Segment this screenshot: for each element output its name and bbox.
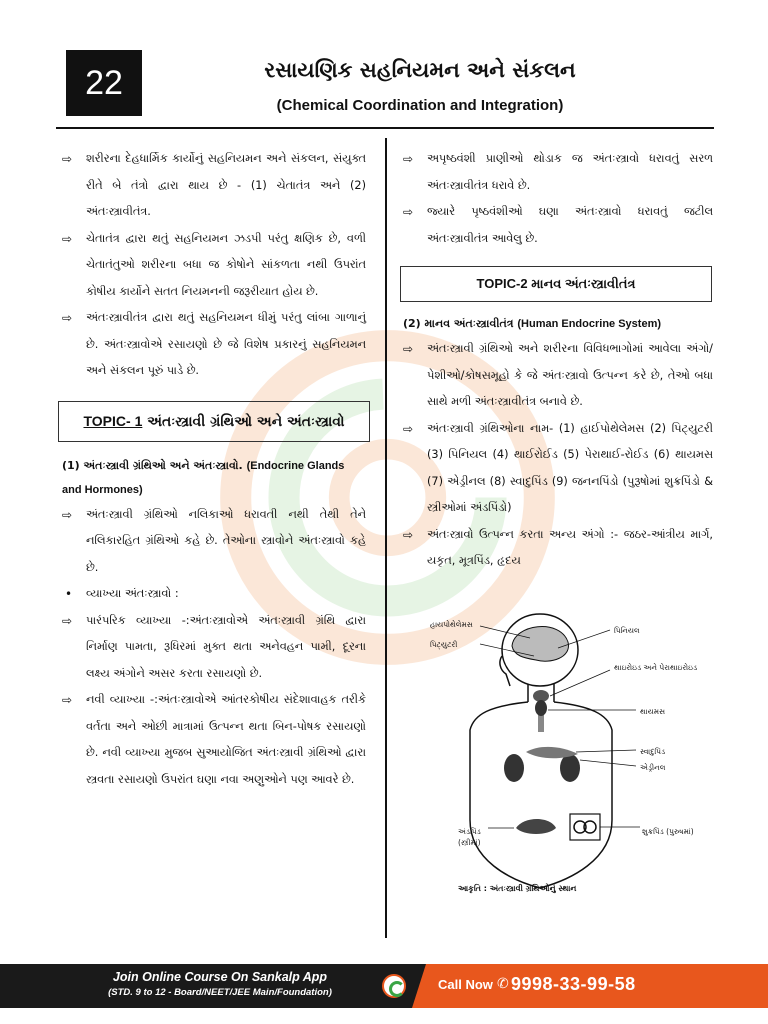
right-column bbox=[403, 146, 713, 575]
list-item bbox=[403, 416, 713, 522]
label-thymus: થાયમસ bbox=[640, 707, 666, 716]
list-item bbox=[403, 199, 713, 252]
dot-bullet-icon: • bbox=[65, 587, 73, 601]
topic2-heading: TOPIC-2 માનવ અંતઃસ્ત્રાવીતંત્ર bbox=[400, 266, 712, 302]
label-pineal: પિનિયલ bbox=[614, 626, 640, 635]
footer-promo-line2: (STD. 9 to 12 - Board/NEET/JEE Main/Foundation) bbox=[108, 987, 332, 998]
list-item bbox=[62, 226, 366, 306]
label-thyroid: થાઇરોઇડ અને પેરાથાઇરોઇડ bbox=[614, 663, 698, 672]
bullet-text: અંતઃસ્ત્રાવીતંત્ર દ્વારા થતું સહનિયમન ધીમું પરંતુ લાંબા ગાળાનું છે. અંતઃસ્ત્રાવોએ રસાયણો છે જે વિશેષ પ્રકારનું સહનિયમન અને સંકલન પૂરું પાડે છે. bbox=[86, 311, 366, 377]
arrow-bullet-icon: ⇨ bbox=[62, 311, 73, 325]
list-item bbox=[62, 687, 366, 793]
arrow-bullet-icon: ⇨ bbox=[62, 693, 73, 707]
ovary bbox=[516, 819, 556, 834]
arrow-bullet-icon: ⇨ bbox=[403, 527, 414, 542]
section-subheading bbox=[62, 454, 366, 502]
left-column bbox=[62, 146, 366, 793]
footer-promo-line1: Join Online Course On Sankalp App bbox=[112, 970, 328, 984]
label-adrenal: એડ્રીનલ bbox=[640, 763, 666, 772]
bullet-text: વ્યાખ્યા અંતઃસ્ત્રાવો : bbox=[86, 587, 179, 600]
chapter-subtitle: (Chemical Coordination and Integration) bbox=[276, 97, 564, 114]
arrow-bullet-icon: ⇨ bbox=[62, 507, 73, 522]
list-item bbox=[403, 522, 713, 575]
arrow-bullet-icon: ⇨ bbox=[62, 231, 73, 246]
phone-icon: ✆ bbox=[497, 976, 509, 992]
arrow-bullet-icon: ⇨ bbox=[403, 152, 414, 166]
arrow-bullet-icon: ⇨ bbox=[403, 342, 414, 356]
leader-line bbox=[580, 760, 636, 766]
call-now-label: Call Now bbox=[438, 977, 493, 992]
bullet-text: પારંપરિક વ્યાખ્યા -:અંતઃસ્ત્રાવોએ અંતઃસ્ત્રાવી ગ્રંથિ દ્વારા નિર્માણ પામતા, રૂધિરમાં મુક્ત થતા અનેવહન પામી, દૂરના લક્ષ્ય અંગોને અસર કરતા રસાયણો છે. bbox=[86, 613, 366, 680]
topic1-prefix: TOPIC- 1 bbox=[83, 412, 143, 429]
label-ovary: અંડપિંડ (સ્ત્રીમાં) bbox=[458, 827, 481, 847]
leader-line bbox=[576, 750, 636, 752]
list-item bbox=[62, 581, 366, 608]
arrow-bullet-icon: ⇨ bbox=[403, 421, 414, 436]
section-subheading bbox=[403, 312, 713, 336]
label-testis: શુક્રપિંડ (પુરુષમાં) bbox=[642, 827, 694, 836]
kidney-left bbox=[504, 754, 524, 782]
thymus-gland bbox=[535, 700, 547, 716]
bullet-text: શરીરના દેહધાર્મિક કાર્યોનું સહનિયમન અને સંકલન, સંયુક્ત રીતે બે તંત્રો દ્વારા થાય છે - (1) ચેતાતંત્ર અને (2) અંતઃસ્ત્રાવીતંત્ર. bbox=[86, 152, 366, 218]
arrow-bullet-icon: ⇨ bbox=[403, 205, 414, 219]
subheading-gujarati: (2) માનવ અંતઃસ્ત્રાવીતંત્ર bbox=[403, 317, 514, 330]
bullet-text: અપૃષ્ઠવંશી પ્રાણીઓ થોડાક જ અંતઃસ્ત્રાવો ધરાવતું સરળ અંતઃસ્ત્રાવીતંત્ર ધરાવે છે. bbox=[427, 152, 713, 192]
bullet-text: અંતઃસ્ત્રાવી ગ્રંથિઓ અને શરીરના વિવિધભાગોમાં આવેલા અંગો/પેશીઓ/કોષસમૂહો કે જે અંતઃસ્ત્રાવો ઉત્પન્ન કરે છે, તેઓ બધા સાથે મળી અંતઃસ્ત્રાવીતંત્ર બનાવે છે. bbox=[427, 342, 713, 408]
footer-banner bbox=[0, 964, 768, 1008]
bullet-text: અંતઃસ્ત્રાવી ગ્રંથિઓના નામ- (1) હાઈપોથેલેમસ (2) પિટ્યુટરી (3) પિનિયલ (4) થાઈરોઈડ (5) પેરાથાઈ-રોઈડ (6) થાયમસ (7) એડ્રીનલ (8) સ્વાદુપિંડ (9) જનનપિંડો (પુરૂષોમાં શુક્રપિંડો & સ્ત્રીઓમાં અંડપિંડો) bbox=[427, 421, 713, 514]
subheading-english: (Endocrine Glands and Hormones) bbox=[62, 459, 345, 496]
topic1-heading bbox=[58, 401, 370, 442]
phone-number[interactable]: 9998-33-99-58 bbox=[511, 974, 636, 994]
arrow-bullet-icon: ⇨ bbox=[62, 152, 73, 166]
label-hypothalamus: હાયપોથેલેમસ bbox=[430, 620, 473, 629]
label-pituitary: પિટ્યુટરી bbox=[430, 640, 458, 649]
list-item bbox=[62, 305, 366, 385]
list-item bbox=[403, 146, 713, 199]
subheading-gujarati: (1) અંતઃસ્ત્રાવી ગ્રંથિઓ અને અંતઃસ્ત્રાવો. bbox=[62, 458, 243, 472]
list-item bbox=[62, 608, 366, 688]
topic1-title: અંતઃસ્ત્રાવી ગ્રંથિઓ અને અંતઃસ્ત્રાવો bbox=[147, 413, 345, 430]
column-divider bbox=[385, 138, 387, 938]
list-item bbox=[62, 146, 366, 226]
bullet-text: નવી વ્યાખ્યા -:અંતઃસ્ત્રાવોએ આંતરકોષીય સંદેશાવાહક તરીકે વર્તતા અને ઓછી માત્રામાં ઉત્પન્ન થતા બિન-પોષક રસાયણો છે. નવી વ્યાખ્યા મુજબ સુઆયોજિત અંતઃસ્ત્રાવી ગ્રંથિઓ દ્વારા સ્ત્રવતા રસાયણો ઉપરાંત ઘણા નવા અણુઓને પણ આવરે છે. bbox=[86, 693, 366, 786]
endocrine-system-figure bbox=[430, 610, 720, 910]
chapter-title: રસાયણિક સહનિયમન અને સંકલન bbox=[264, 58, 576, 82]
subheading-english: (Human Endocrine System) bbox=[517, 318, 662, 330]
bullet-text: ચેતાતંત્ર દ્વારા થતું સહનિયમન ઝડપી પરંતુ ક્ષણિક છે, વળી ચેતાતંતુઓ શરીરના બધા જ કોષોને સાંકળતા નથી ઉપરાંત કોષીય કાર્યોને સતત નિયમનની જરૂરીયાત હોય છે. bbox=[86, 231, 366, 298]
bullet-text: અંતઃસ્ત્રાવો ઉત્પન્ન કરતા અન્ય અંગો :- જઠર-આંત્રીય માર્ગ, યકૃત, મૂત્રપિંડ, હૃદય bbox=[427, 527, 713, 567]
figure-caption: આકૃતિ : અંતઃસ્ત્રાવી ગ્રંથિઓનું સ્થાન bbox=[458, 884, 577, 893]
label-pancreas: સ્વાદુપિંડ bbox=[640, 747, 666, 756]
list-item bbox=[403, 336, 713, 416]
chapter-number: 22 bbox=[66, 50, 142, 116]
header-divider bbox=[56, 127, 714, 129]
bullet-text: જ્યારે પૃષ્ઠવંશીઓ ઘણા અંતઃસ્ત્રાવો ધરાવતું જટીલ અંતઃસ્ત્રાવીતંત્ર આવેલુ છે. bbox=[427, 205, 713, 245]
arrow-bullet-icon: ⇨ bbox=[62, 613, 73, 628]
sankalp-logo-icon bbox=[382, 974, 406, 998]
list-item bbox=[62, 502, 366, 582]
bullet-text: અંતઃસ્ત્રાવી ગ્રંથિઓ નલિકાઓ ધરાવતી નથી તેથી તેને નલિકારહિત ગ્રંથિઓ કહે છે. તેઓના સ્ત્રાવોને અંતઃસ્ત્રાવો કહે છે. bbox=[86, 507, 366, 574]
kidney-right bbox=[560, 754, 580, 782]
